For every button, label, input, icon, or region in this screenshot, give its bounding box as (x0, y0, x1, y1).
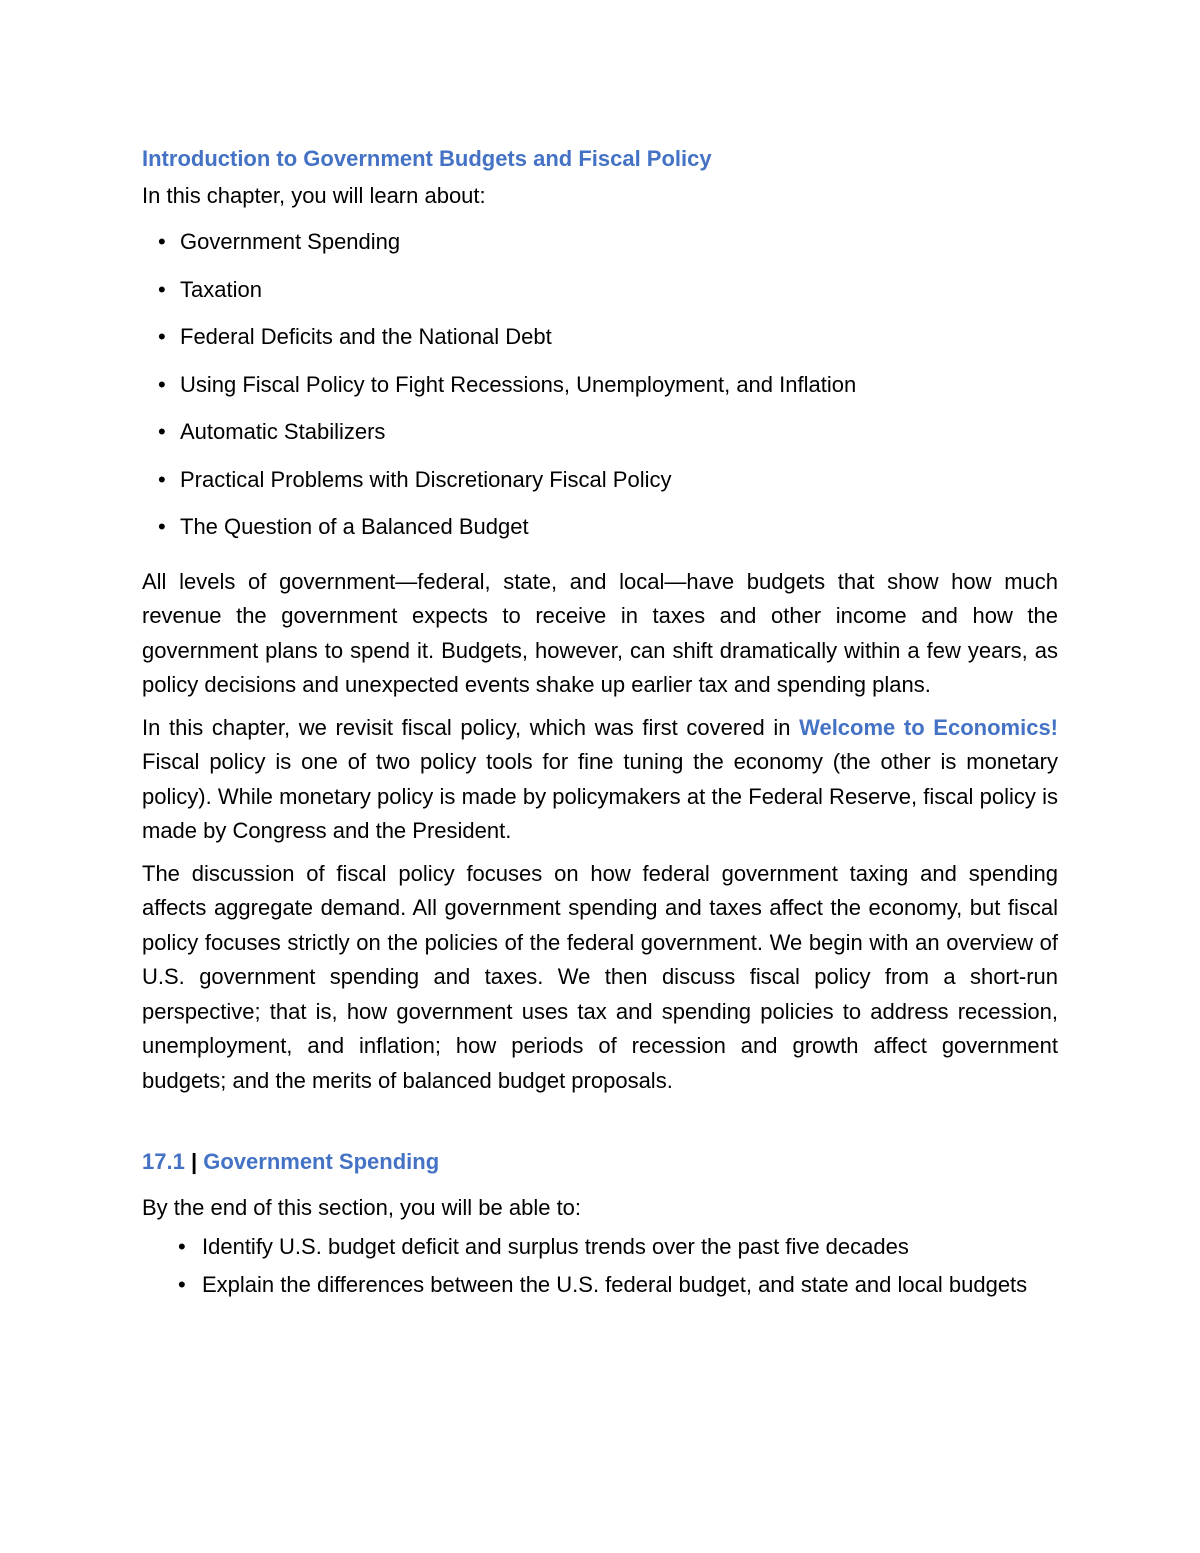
bullet-icon: • (158, 324, 166, 349)
section-heading (142, 1144, 1058, 1180)
chapter-title: Introduction to Government Budgets and Fiscal Policy (142, 146, 712, 171)
document-page (142, 140, 1058, 1306)
bullet-icon: • (158, 466, 166, 492)
list-item (178, 1230, 1058, 1264)
paragraph-discussion: The discussion of fiscal policy focuses on how federal government taxing and spending affects aggregate demand. All government spending and taxes affect the economy, but fiscal policy focuses strictly on the policies of the federal government. We begin with an overview of U.S. government spending and taxes. We then discuss fiscal policy from a short-run perspective; that is, how government uses tax and spending policies to address recession, unemployment, and inflation; how periods of recession and growth affect government budgets; and the merits of balanced budget proposals. (142, 860, 1058, 1093)
section-title: Government Spending (203, 1149, 440, 1174)
list-item (158, 313, 1058, 361)
bullet-icon: • (158, 229, 166, 254)
bullet-icon: • (158, 276, 166, 302)
section-intro: By the end of this section, you will be able to: (142, 1195, 582, 1220)
list-item (178, 1268, 1058, 1302)
bullet-icon: • (158, 371, 166, 397)
list-item-text: Government Spending (180, 229, 401, 254)
objective-list (142, 1230, 1058, 1302)
bullet-icon: • (158, 419, 166, 444)
paragraph-text: Fiscal policy is one of two policy tools for fine tuning the economy (the other is monetary policy). While monetary policy is made by policymakers at the Federal Reserve, fiscal policy is made by Congress and the President. (142, 749, 1058, 843)
list-item-text: Using Fiscal Policy to Fight Recessions, Unemployment, and Inflation (180, 371, 857, 397)
paragraph-budgets: All levels of government—federal, state, and local—have budgets that show how much revenue the government expects to receive in taxes and other income and how the government plans to spend it. Budgets, however, can shift dramatically within a few years, as policy decisions and unexpected events shake up earlier tax and spending plans. (142, 568, 1058, 697)
list-item-text: Taxation (180, 276, 262, 302)
bullet-icon: • (158, 514, 166, 539)
list-item-text: Practical Problems with Discretionary Fiscal Policy (180, 466, 672, 492)
list-item (158, 361, 1058, 409)
list-item (158, 503, 1058, 551)
list-item (158, 456, 1058, 504)
bullet-icon: • (178, 1234, 186, 1259)
bullet-icon: • (178, 1272, 186, 1297)
section-number: 17.1 (142, 1149, 185, 1174)
paragraph-fiscal-policy (142, 711, 1058, 849)
list-item-text: Federal Deficits and the National Debt (180, 324, 552, 349)
list-item-text: The Question of a Balanced Budget (180, 514, 529, 539)
chapter-intro: In this chapter, you will learn about: (142, 183, 486, 208)
welcome-to-economics-link[interactable]: Welcome to Economics! (799, 714, 1059, 740)
topic-list (142, 218, 1058, 551)
list-item (158, 266, 1058, 314)
list-item-text: Automatic Stabilizers (180, 419, 386, 444)
list-item-text: Identify U.S. budget deficit and surplus trends over the past five decades (202, 1234, 909, 1259)
paragraph-text: In this chapter, we revisit fiscal policy, which was first covered in (142, 714, 800, 740)
list-item-text: Explain the differences between the U.S. federal budget, and state and local budgets (202, 1272, 1028, 1297)
section-separator: | (190, 1149, 198, 1174)
list-item (158, 408, 1058, 456)
list-item (158, 218, 1058, 266)
